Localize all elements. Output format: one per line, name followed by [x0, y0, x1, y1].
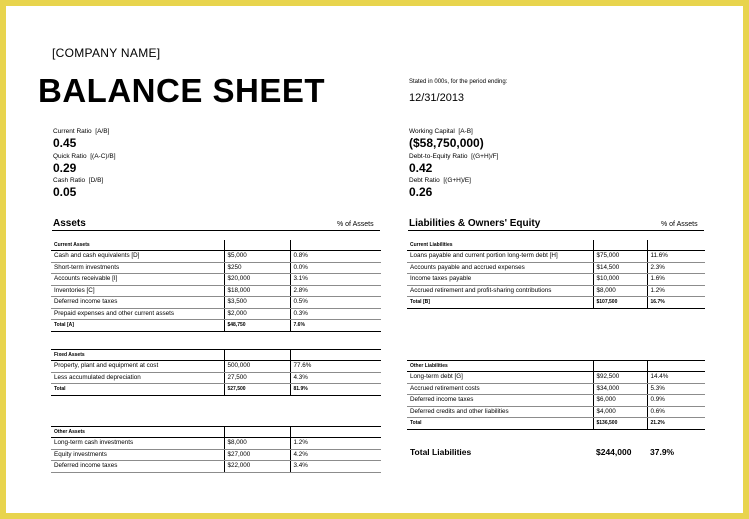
section-title: Fixed Assets — [51, 350, 224, 361]
row-label: Inventories [C] — [51, 285, 224, 297]
row-value: $5,000 — [224, 251, 290, 263]
row-value: $3,500 — [224, 297, 290, 309]
row-pct: 4.3% — [290, 372, 381, 384]
row-pct: 77.6% — [290, 361, 381, 373]
row-pct: 2.3% — [647, 262, 705, 274]
row-value: $18,000 — [224, 285, 290, 297]
assets-heading: Assets — [53, 218, 86, 229]
row-pct: 1.6% — [647, 274, 705, 286]
row-label: Deferred income taxes — [407, 395, 593, 407]
current-liabilities-table — [407, 240, 705, 309]
row-pct: 2.8% — [290, 285, 381, 297]
total-pct: 7.6% — [290, 320, 381, 332]
total-pct: 81.9% — [290, 384, 381, 396]
table-header-row — [51, 240, 381, 251]
cash-ratio-value: 0.05 — [53, 185, 77, 199]
total-label: Total [B] — [407, 297, 593, 309]
row-label: Deferred income taxes — [51, 297, 224, 309]
table-row — [51, 372, 381, 384]
table-row — [51, 274, 381, 286]
row-label: Less accumulated depreciation — [51, 372, 224, 384]
table-row — [51, 438, 381, 450]
total-row — [51, 320, 381, 332]
row-label: Prepaid expenses and other current assets — [51, 308, 224, 320]
current-ratio-label: Current Ratio [A/B] — [53, 128, 110, 135]
row-label: Property, plant and equipment at cost — [51, 361, 224, 373]
total-liabilities-value: $244,000 — [596, 447, 632, 457]
row-label: Cash and cash equivalents [D] — [51, 251, 224, 263]
row-pct: 1.2% — [290, 438, 381, 450]
row-value: $250 — [224, 262, 290, 274]
table-header-row — [51, 350, 381, 361]
table-header-row — [407, 361, 705, 372]
quick-ratio-value: 0.29 — [53, 161, 77, 175]
debt-ratio-label: Debt Ratio [(G+H)/E] — [409, 177, 471, 184]
row-pct: 0.9% — [647, 395, 705, 407]
row-value: $10,000 — [593, 274, 647, 286]
table-header-row — [407, 240, 705, 251]
row-value: $2,000 — [224, 308, 290, 320]
liabilities-heading-rule — [408, 230, 704, 231]
total-label: Total [A] — [51, 320, 224, 332]
table-row — [407, 251, 705, 263]
working-capital-value: ($58,750,000) — [409, 136, 484, 150]
total-label: Total — [51, 384, 224, 396]
fixed-assets-table — [51, 349, 381, 396]
row-label: Accrued retirement and profit-sharing contributions — [407, 285, 593, 297]
row-label: Long-term debt [G] — [407, 372, 593, 384]
table-row — [51, 262, 381, 274]
current-assets-table — [51, 240, 381, 332]
row-pct: 11.6% — [647, 251, 705, 263]
section-title: Current Assets — [54, 242, 90, 248]
table-row — [407, 274, 705, 286]
row-label: Accounts payable and accrued expenses — [407, 262, 593, 274]
debt-ratio-value: 0.26 — [409, 185, 433, 199]
debt-to-equity-label: Debt-to-Equity Ratio [(G+H)/F] — [409, 153, 499, 160]
row-pct: 14.4% — [647, 372, 705, 384]
section-title: Other Assets — [51, 427, 224, 438]
row-label: Accounts receivable [I] — [51, 274, 224, 286]
assets-pct-heading: % of Assets — [337, 221, 374, 228]
row-value: $8,000 — [593, 285, 647, 297]
row-value: 27,500 — [224, 372, 290, 384]
quick-ratio-label: Quick Ratio [(A-C)/B] — [53, 153, 116, 160]
row-value: $34,000 — [593, 383, 647, 395]
row-pct: 5.3% — [647, 383, 705, 395]
row-value: 500,000 — [224, 361, 290, 373]
current-ratio-value: 0.45 — [53, 136, 77, 150]
row-label: Deferred income taxes — [51, 461, 224, 473]
row-pct: 1.2% — [647, 285, 705, 297]
row-pct: 3.4% — [290, 461, 381, 473]
row-value: $6,000 — [593, 395, 647, 407]
row-label: Short-term investments — [51, 262, 224, 274]
row-label: Income taxes payable — [407, 274, 593, 286]
liabilities-heading: Liabilities & Owners' Equity — [409, 218, 541, 229]
total-pct: 16.7% — [647, 297, 705, 309]
period-caption: Stated in 000s, for the period ending: — [409, 79, 508, 85]
debt-to-equity-value: 0.42 — [409, 161, 433, 175]
total-value: $107,500 — [593, 297, 647, 309]
row-pct: 3.1% — [290, 274, 381, 286]
total-row — [51, 384, 381, 396]
company-name: [COMPANY NAME] — [52, 46, 161, 60]
table-row — [51, 285, 381, 297]
total-liabilities-pct: 37.9% — [650, 447, 675, 457]
table-row — [51, 361, 381, 373]
period-date: 12/31/2013 — [409, 92, 465, 104]
row-pct: 4.2% — [290, 449, 381, 461]
row-label: Equity investments — [51, 449, 224, 461]
row-value: $27,000 — [224, 449, 290, 461]
row-label: Long-term cash investments — [51, 438, 224, 450]
total-row — [407, 297, 705, 309]
total-row — [407, 418, 705, 430]
table-row — [51, 297, 381, 309]
other-liabilities-table — [407, 360, 705, 430]
total-label: Total — [407, 418, 593, 430]
section-title: Other Liabilities — [407, 361, 593, 372]
table-row — [51, 461, 381, 473]
table-row — [407, 262, 705, 274]
row-value: $22,000 — [224, 461, 290, 473]
row-pct: 0.0% — [290, 262, 381, 274]
row-value: $92,500 — [593, 372, 647, 384]
row-value: $4,000 — [593, 406, 647, 418]
table-row — [51, 449, 381, 461]
table-row — [407, 383, 705, 395]
row-value: $8,000 — [224, 438, 290, 450]
total-liabilities-label: Total Liabilities — [410, 447, 472, 457]
table-header-row — [51, 427, 381, 438]
row-label: Accrued retirement costs — [407, 383, 593, 395]
working-capital-label: Working Capital [A-B] — [409, 128, 473, 135]
row-pct: 0.8% — [290, 251, 381, 263]
table-row — [407, 406, 705, 418]
table-row — [407, 372, 705, 384]
assets-heading-rule — [52, 230, 380, 231]
total-value: 527,500 — [224, 384, 290, 396]
section-title: Current Liabilities — [410, 242, 453, 248]
table-row — [407, 285, 705, 297]
page-title: BALANCE SHEET — [38, 72, 326, 109]
total-pct: 21.2% — [647, 418, 705, 430]
table-row — [407, 395, 705, 407]
row-value: $20,000 — [224, 274, 290, 286]
total-value: $136,500 — [593, 418, 647, 430]
total-value: $48,750 — [224, 320, 290, 332]
row-value: $75,000 — [593, 251, 647, 263]
row-pct: 0.6% — [647, 406, 705, 418]
row-value: $14,500 — [593, 262, 647, 274]
row-label: Deferred credits and other liabilities — [407, 406, 593, 418]
row-label: Loans payable and current portion long-term debt [H] — [407, 251, 593, 263]
row-pct: 0.5% — [290, 297, 381, 309]
other-assets-table — [51, 426, 381, 473]
table-row — [51, 308, 381, 320]
cash-ratio-label: Cash Ratio [D/B] — [53, 177, 104, 184]
row-pct: 0.3% — [290, 308, 381, 320]
table-row — [51, 251, 381, 263]
liabilities-pct-heading: % of Assets — [661, 221, 698, 228]
